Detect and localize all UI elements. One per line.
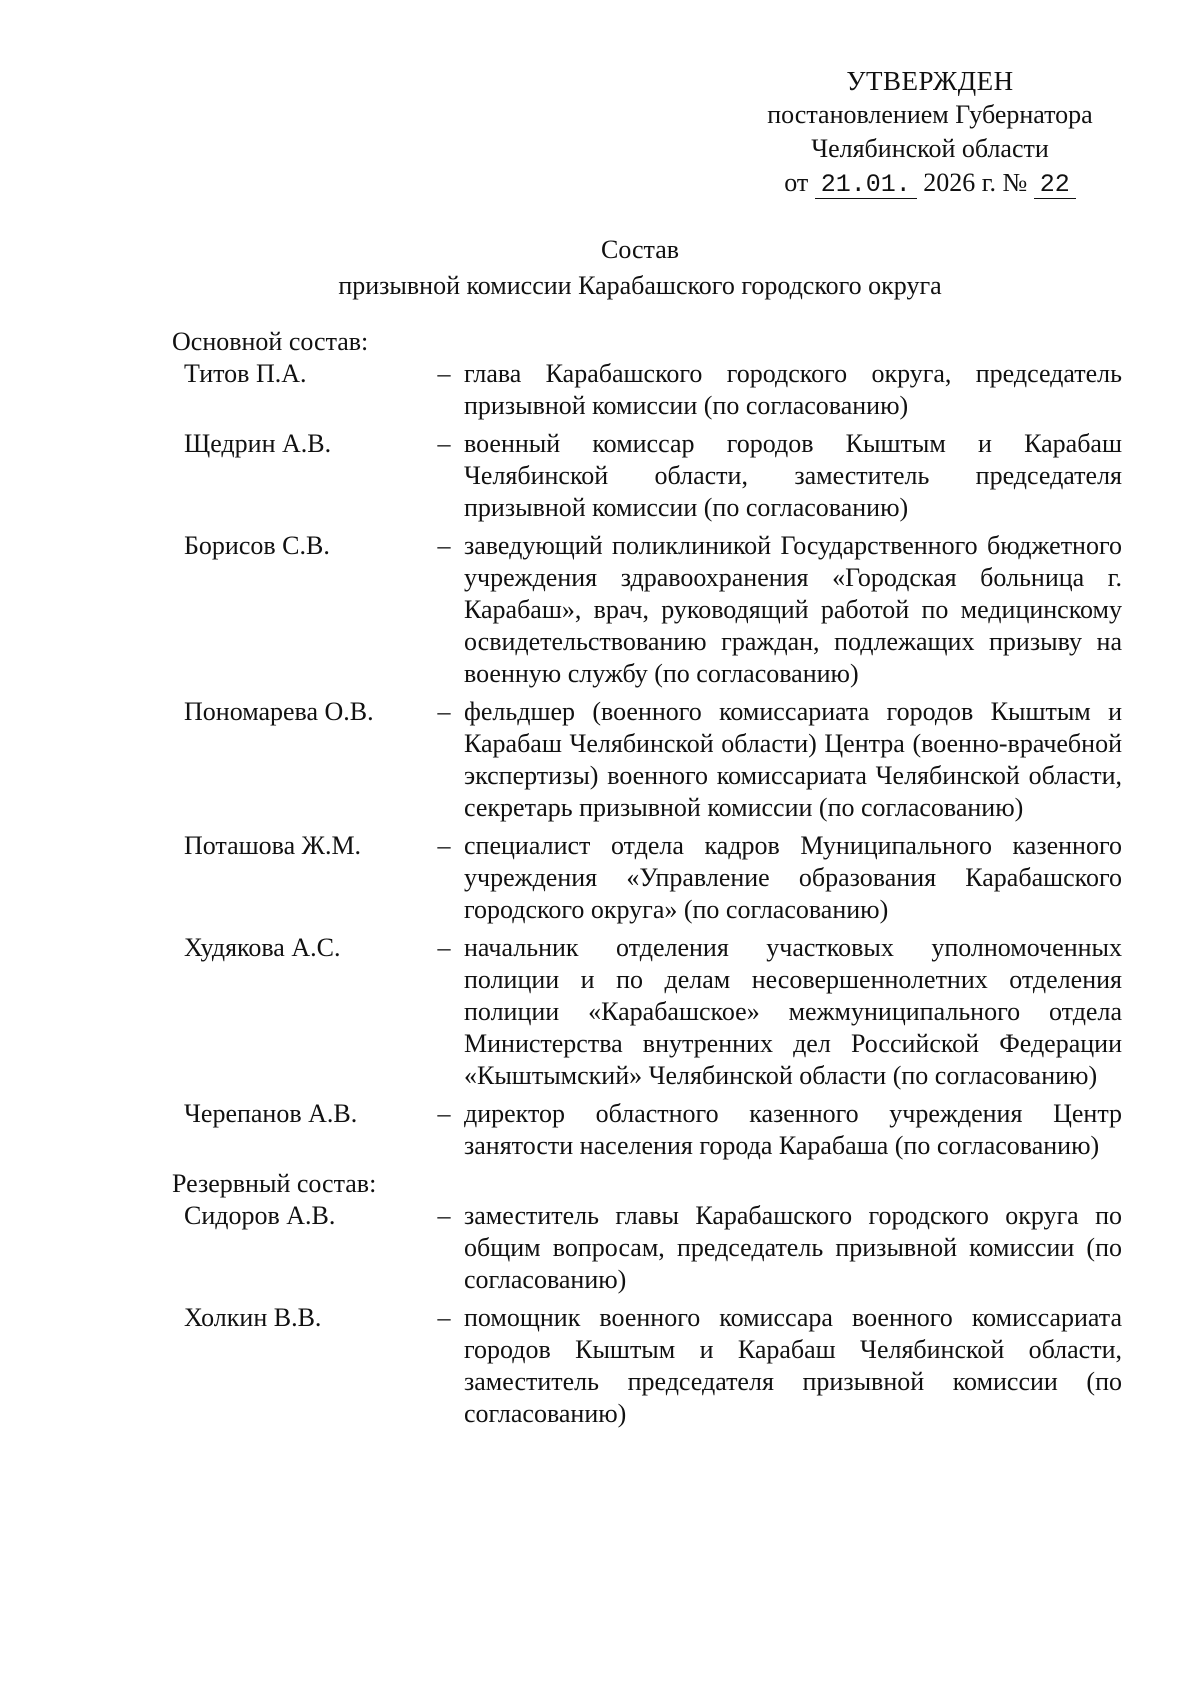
- member-dash: –: [437, 1303, 451, 1332]
- member-entry: [172, 1302, 1122, 1430]
- date-prefix: от: [784, 168, 809, 197]
- main-section-heading: Основной состав:: [172, 327, 369, 356]
- member-name: Пономарева О.В.: [184, 697, 374, 726]
- member-description: фельдшер (военного комиссариата городов Кыштым и Карабаш Челябинской области) Центра (военно-врачебной экспертизы) военного комиссариата Челябинской области, секретарь призывной комиссии (по согласованию): [464, 697, 1122, 822]
- title-line-1: Состав: [600, 235, 680, 264]
- number-value: 22: [1034, 172, 1076, 199]
- member-name: Холкин В.В.: [184, 1303, 322, 1332]
- member-name: Худякова А.С.: [184, 933, 341, 962]
- approval-line-2: Челябинской области: [811, 134, 1049, 163]
- member-dash: –: [437, 359, 451, 388]
- member-description: начальник отделения участковых уполномоченных полиции и по делам несовершеннолетних отделения полиции «Карабашское» межмуниципального отдела Министерства внутренних дел Российской Федерации «Кыштымский» Челябинской области (по согласованию): [464, 933, 1122, 1090]
- member-name: Борисов С.В.: [184, 531, 330, 560]
- member-entry: [172, 530, 1122, 690]
- member-description: заведующий поликлиникой Государственного бюджетного учреждения здравоохранения «Городская больница г. Карабаш», врач, руководящий работой по медицинскому освидетельствованию граждан, подлежащих призыву на военную службу (по согласованию): [464, 531, 1122, 688]
- member-dash: –: [437, 831, 451, 860]
- date-value: 21.01.: [815, 172, 917, 199]
- member-name: Щедрин А.В.: [184, 429, 332, 458]
- document-title: [0, 232, 1200, 304]
- reserve-section-heading: Резервный состав:: [172, 1169, 377, 1198]
- member-description: директор областного казенного учреждения Центр занятости населения города Карабаша (по согласованию): [464, 1099, 1122, 1160]
- member-entry: [172, 932, 1122, 1092]
- approval-block: [740, 64, 1120, 200]
- approval-line-1: постановлением Губернатора: [767, 100, 1093, 129]
- member-description: военный комиссар городов Кыштым и Карабаш Челябинской области, заместитель председателя призывной комиссии (по согласованию): [464, 429, 1122, 522]
- member-dash: –: [437, 531, 451, 560]
- member-entry: [172, 428, 1122, 524]
- member-name: Черепанов А.В.: [184, 1099, 358, 1128]
- member-name: Титов П.А.: [184, 359, 307, 388]
- member-name: Сидоров А.В.: [184, 1201, 336, 1230]
- approval-date-line: [740, 166, 1120, 200]
- approved-label: УТВЕРЖДЕН: [846, 66, 1014, 96]
- member-entry: [172, 696, 1122, 824]
- member-entry: [172, 358, 1122, 422]
- title-line-2: призывной комиссии Карабашского городского округа: [338, 271, 942, 300]
- member-dash: –: [437, 697, 451, 726]
- date-year: 2026 г. №: [923, 168, 1028, 197]
- member-entry: [172, 1200, 1122, 1296]
- member-description: помощник военного комиссара военного комиссариата городов Кыштым и Карабаш Челябинской области, заместитель председателя призывной комиссии (по согласованию): [464, 1303, 1122, 1428]
- member-dash: –: [437, 1201, 451, 1230]
- member-description: глава Карабашского городского округа, председатель призывной комиссии (по согласованию): [464, 359, 1122, 420]
- member-dash: –: [437, 429, 451, 458]
- member-description: специалист отдела кадров Муниципального казенного учреждения «Управление образования Карабашского городского округа» (по согласованию): [464, 831, 1122, 924]
- member-description: заместитель главы Карабашского городского округа по общим вопросам, председатель призывной комиссии (по согласованию): [464, 1201, 1122, 1294]
- member-name: Поташова Ж.М.: [184, 831, 362, 860]
- member-entry: [172, 1098, 1122, 1162]
- member-dash: –: [437, 933, 451, 962]
- member-entry: [172, 830, 1122, 926]
- member-dash: –: [437, 1099, 451, 1128]
- commission-list: [172, 326, 1122, 1436]
